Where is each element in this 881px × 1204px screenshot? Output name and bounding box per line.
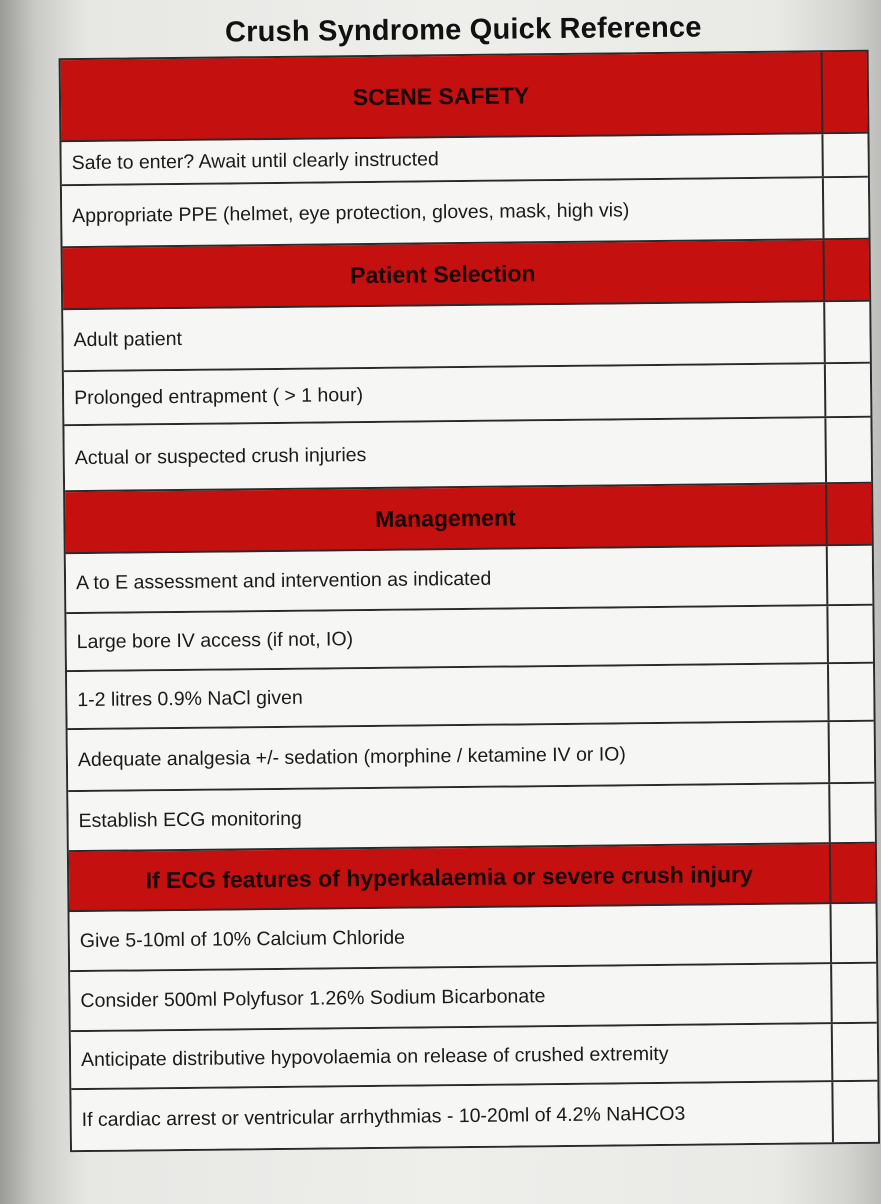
section-header-management <box>65 484 872 554</box>
header-check-cell <box>823 240 870 300</box>
checklist-row <box>63 302 870 372</box>
checkbox-cell[interactable] <box>824 418 871 482</box>
checklist-row <box>62 178 869 248</box>
header-check-cell <box>821 52 868 132</box>
checkbox-cell[interactable] <box>822 178 869 238</box>
checkbox-cell[interactable] <box>829 904 876 962</box>
page-title: Crush Syndrome Quick Reference <box>224 11 702 49</box>
checklist-item-text: Actual or suspected crush injuries <box>74 443 367 469</box>
checklist-item-text: Consider 500ml Polyfusor 1.26% Sodium Bicarbonate <box>80 984 546 1012</box>
checklist-row <box>67 664 874 730</box>
checkbox-cell[interactable] <box>831 1082 878 1142</box>
checkbox-cell[interactable] <box>828 784 875 842</box>
checklist-sheet <box>58 0 881 1204</box>
checkbox-cell[interactable] <box>826 546 873 604</box>
header-check-cell <box>825 484 872 544</box>
checklist-item-text: Give 5-10ml of 10% Calcium Chloride <box>79 926 406 952</box>
checkbox-cell[interactable] <box>828 722 875 782</box>
section-heading: Patient Selection <box>350 259 536 288</box>
checklist-item-text: Appropriate PPE (helmet, eye protection, gloves, mask, high vis) <box>72 198 630 227</box>
section-header-patient-selection <box>63 240 870 310</box>
checklist-table <box>59 50 880 1152</box>
checkbox-cell[interactable] <box>830 964 877 1022</box>
checklist-item-text: If cardiac arrest or ventricular arrhythmias - 10-20ml of 4.2% NaHCO3 <box>81 1102 686 1131</box>
checkbox-cell[interactable] <box>831 1024 878 1080</box>
checklist-row <box>64 418 871 492</box>
section-heading: Management <box>374 503 516 532</box>
checkbox-cell[interactable] <box>821 134 867 176</box>
checkbox-cell[interactable] <box>824 364 871 416</box>
checklist-item-text: 1-2 litres 0.9% NaCl given <box>77 686 303 711</box>
section-header-scene-safety <box>61 52 868 142</box>
checkbox-cell[interactable] <box>826 606 873 662</box>
checkbox-cell[interactable] <box>823 302 870 362</box>
checkbox-cell[interactable] <box>827 664 874 720</box>
checklist-row <box>64 364 871 426</box>
checklist-row <box>66 546 873 614</box>
checklist-item-text: Safe to enter? Await until clearly instructed <box>71 147 439 174</box>
checklist-row <box>70 904 877 972</box>
checklist-item-text: Large bore IV access (if not, IO) <box>76 627 354 653</box>
checklist-row <box>71 1024 878 1090</box>
checklist-item-text: Adequate analgesia +/- sedation (morphine / ketamine IV or IO) <box>77 742 626 771</box>
checklist-row <box>68 784 875 852</box>
checklist-row <box>68 722 875 792</box>
checklist-item-text: A to E assessment and intervention as indicated <box>75 567 492 594</box>
section-heading: SCENE SAFETY <box>352 81 530 110</box>
checklist-row <box>70 964 877 1032</box>
section-heading: If ECG features of hyperkalaemia or severe crush injury <box>145 860 753 893</box>
header-check-cell <box>829 844 876 902</box>
section-header-hyperkalaemia <box>69 844 876 912</box>
checklist-row <box>66 606 873 672</box>
checklist-item-text: Prolonged entrapment ( > 1 hour) <box>74 383 364 409</box>
checklist-item-text: Establish ECG monitoring <box>78 807 302 832</box>
checklist-item-text: Adult patient <box>73 327 183 351</box>
checklist-row <box>71 1082 878 1150</box>
checklist-item-text: Anticipate distributive hypovolaemia on release of crushed extremity <box>80 1042 669 1071</box>
